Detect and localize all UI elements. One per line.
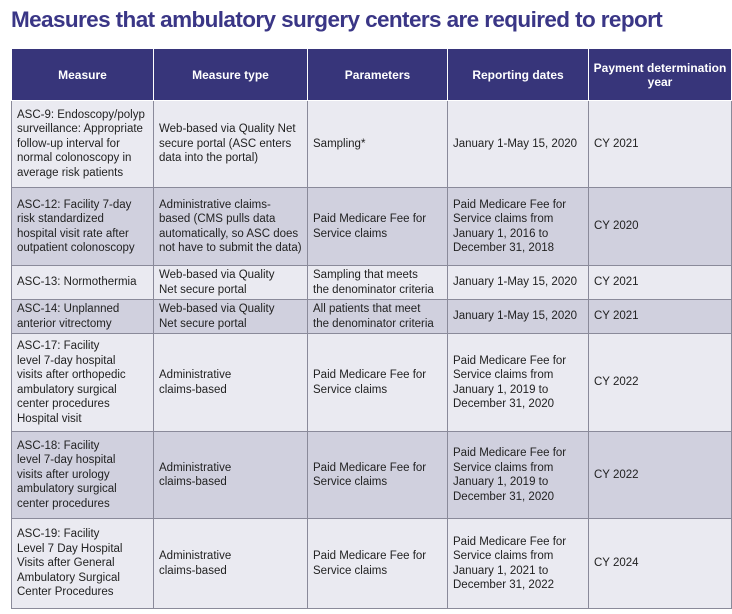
cell-text-line: January 1-May 15, 2020 bbox=[453, 276, 578, 289]
cell-text-line: risk standardized bbox=[17, 213, 104, 225]
cell-measure-type bbox=[154, 300, 308, 334]
cell-text-line: ASC-12: Facility 7-day bbox=[17, 198, 132, 211]
measures-table bbox=[11, 48, 732, 609]
cell-text-line: Web-based via Quality bbox=[159, 303, 275, 315]
cell-payment-year bbox=[589, 188, 732, 266]
cell-text-line: December 31, 2020 bbox=[453, 490, 555, 503]
table-header-row bbox=[12, 49, 732, 101]
measures-table-container bbox=[11, 48, 732, 609]
cell-text-line: Center Procedures bbox=[17, 586, 114, 599]
cell-text-line: ASC-19: Facility bbox=[17, 528, 100, 541]
table-row bbox=[12, 334, 732, 432]
cell-measure bbox=[12, 188, 154, 266]
cell-text-line: based (CMS pulls data bbox=[159, 213, 276, 225]
cell-text-line: CY 2020 bbox=[594, 220, 639, 233]
cell-text-line: ASC-13: Normothermia bbox=[17, 276, 137, 289]
cell-text-line: the denominator criteria bbox=[313, 283, 434, 296]
cell-measure bbox=[12, 432, 154, 519]
cell-text-line: Paid Medicare Fee for bbox=[313, 369, 427, 381]
cell-parameters bbox=[308, 188, 448, 266]
table-row bbox=[12, 101, 732, 188]
cell-parameters bbox=[308, 300, 448, 334]
cell-text-line: claims-based bbox=[159, 476, 227, 488]
cell-text-line: December 31, 2020 bbox=[453, 398, 555, 410]
cell-text-line: not have to submit the data) bbox=[159, 242, 302, 254]
cell-text-line: the denominator criteria bbox=[313, 317, 434, 330]
cell-reporting-dates bbox=[448, 101, 589, 188]
table-row bbox=[12, 188, 732, 266]
cell-measure bbox=[12, 300, 154, 334]
table-row bbox=[12, 519, 732, 609]
cell-text-line: Web-based via Quality bbox=[159, 269, 275, 281]
cell-parameters bbox=[308, 101, 448, 188]
cell-payment-year bbox=[589, 101, 732, 188]
cell-measure bbox=[12, 334, 154, 432]
cell-text-line: Hospital visit bbox=[17, 412, 82, 425]
table-body bbox=[12, 101, 732, 609]
cell-parameters bbox=[308, 266, 448, 300]
header-reporting-dates: Reporting dates bbox=[448, 49, 589, 101]
cell-text-line: Service claims from bbox=[453, 213, 554, 225]
cell-parameters bbox=[308, 334, 448, 432]
cell-text-line: Sampling* bbox=[313, 137, 366, 150]
cell-payment-year bbox=[589, 300, 732, 334]
cell-reporting-dates bbox=[448, 519, 589, 609]
cell-measure bbox=[12, 519, 154, 609]
cell-text-line: January 1, 2019 to bbox=[453, 476, 549, 488]
cell-text-line: level 7-day hospital bbox=[17, 354, 116, 367]
cell-text-line: surveillance: Appropriate bbox=[17, 123, 143, 136]
cell-measure-type bbox=[154, 188, 308, 266]
cell-payment-year bbox=[589, 432, 732, 519]
header-measure-type: Measure type bbox=[154, 49, 308, 101]
cell-payment-year bbox=[589, 519, 732, 609]
cell-reporting-dates bbox=[448, 300, 589, 334]
cell-text-line: Visits after General bbox=[17, 557, 115, 570]
cell-text-line: data into the portal) bbox=[159, 152, 259, 165]
cell-text-line: CY 2022 bbox=[594, 376, 639, 389]
cell-measure bbox=[12, 266, 154, 300]
cell-text-line: January 1, 2016 to bbox=[453, 227, 549, 240]
cell-text-line: January 1-May 15, 2020 bbox=[453, 137, 578, 150]
cell-text-line: CY 2024 bbox=[594, 557, 639, 570]
cell-text-line: CY 2022 bbox=[594, 468, 639, 481]
cell-text-line: visits after urology bbox=[17, 468, 110, 481]
cell-parameters bbox=[308, 519, 448, 609]
cell-text-line: hospital visit rate after bbox=[17, 227, 129, 240]
header-measure: Measure bbox=[12, 49, 154, 101]
cell-text-line: CY 2021 bbox=[594, 137, 639, 150]
cell-payment-year bbox=[589, 334, 732, 432]
cell-text-line: Service claims bbox=[313, 564, 388, 577]
cell-text-line: CY 2021 bbox=[594, 276, 639, 289]
cell-text-line: outpatient colonoscopy bbox=[17, 242, 135, 254]
cell-reporting-dates bbox=[448, 334, 589, 432]
cell-text-line: level 7-day hospital bbox=[17, 454, 116, 467]
cell-text-line: claims-based bbox=[159, 564, 227, 577]
cell-measure bbox=[12, 101, 154, 188]
cell-text-line: Service claims bbox=[313, 227, 388, 240]
cell-text-line: Net secure portal bbox=[159, 317, 247, 330]
cell-text-line: Service claims from bbox=[453, 461, 554, 474]
cell-text-line: January 1, 2019 to bbox=[453, 383, 549, 396]
cell-text-line: Service claims from bbox=[453, 369, 554, 381]
cell-text-line: Net secure portal bbox=[159, 283, 247, 296]
cell-text-line: All patients that meet bbox=[313, 303, 421, 315]
cell-text-line: ambulatory surgical bbox=[17, 383, 117, 396]
cell-text-line: Service claims from bbox=[453, 550, 554, 562]
cell-measure-type bbox=[154, 432, 308, 519]
cell-text-line: average risk patients bbox=[17, 166, 124, 179]
cell-text-line: ASC-14: Unplanned bbox=[17, 303, 120, 315]
cell-text-line: January 1-May 15, 2020 bbox=[453, 310, 578, 323]
header-parameters: Parameters bbox=[308, 49, 448, 101]
cell-text-line: anterior vitrectomy bbox=[17, 317, 112, 330]
cell-text-line: CY 2021 bbox=[594, 310, 639, 323]
cell-payment-year bbox=[589, 266, 732, 300]
cell-text-line: December 31, 2022 bbox=[453, 579, 555, 591]
table-row bbox=[12, 300, 732, 334]
cell-text-line: automatically, so ASC does bbox=[159, 227, 299, 240]
cell-text-line: Administrative claims- bbox=[159, 198, 271, 211]
cell-text-line: visits after orthopedic bbox=[17, 369, 126, 381]
cell-text-line: Sampling that meets bbox=[313, 269, 418, 281]
cell-reporting-dates bbox=[448, 188, 589, 266]
page-title: Measures that ambulatory surgery centers are required to report bbox=[11, 7, 663, 32]
cell-text-line: Paid Medicare Fee for bbox=[313, 461, 427, 474]
cell-text-line: December 31, 2018 bbox=[453, 242, 555, 254]
cell-reporting-dates bbox=[448, 266, 589, 300]
cell-measure-type bbox=[154, 101, 308, 188]
cell-text-line: Service claims bbox=[313, 383, 388, 396]
cell-text-line: Administrative bbox=[159, 550, 232, 562]
cell-parameters bbox=[308, 432, 448, 519]
cell-text-line: Paid Medicare Fee for bbox=[453, 354, 567, 367]
cell-text-line: Web-based via Quality Net bbox=[159, 123, 296, 136]
cell-text-line: Administrative bbox=[159, 461, 232, 474]
cell-measure-type bbox=[154, 334, 308, 432]
cell-text-line: Level 7 Day Hospital bbox=[17, 542, 123, 555]
table-row bbox=[12, 266, 732, 300]
cell-text-line: claims-based bbox=[159, 383, 227, 396]
cell-text-line: Paid Medicare Fee for bbox=[313, 550, 427, 562]
cell-text-line: Ambulatory Surgical bbox=[17, 571, 120, 584]
cell-text-line: secure portal (ASC enters bbox=[159, 137, 292, 150]
cell-measure-type bbox=[154, 266, 308, 300]
cell-text-line: normal colonoscopy in bbox=[17, 152, 132, 165]
cell-text-line: Paid Medicare Fee for bbox=[313, 213, 427, 225]
cell-reporting-dates bbox=[448, 432, 589, 519]
header-payment-determination-year: Payment determination year bbox=[589, 49, 732, 101]
cell-text-line: center procedures bbox=[17, 497, 110, 510]
cell-text-line: Administrative bbox=[159, 369, 232, 381]
cell-text-line: center procedures bbox=[17, 398, 110, 410]
cell-measure-type bbox=[154, 519, 308, 609]
cell-text-line: Paid Medicare Fee for bbox=[453, 535, 567, 548]
cell-text-line: ASC-18: Facility bbox=[17, 439, 100, 452]
table-row bbox=[12, 432, 732, 519]
cell-text-line: follow-up interval for bbox=[17, 137, 120, 150]
cell-text-line: ambulatory surgical bbox=[17, 483, 117, 496]
cell-text-line: ASC-9: Endoscopy/polyp bbox=[17, 108, 145, 121]
cell-text-line: Service claims bbox=[313, 476, 388, 488]
cell-text-line: ASC-17: Facility bbox=[17, 340, 100, 352]
cell-text-line: Paid Medicare Fee for bbox=[453, 447, 567, 459]
cell-text-line: Paid Medicare Fee for bbox=[453, 198, 567, 211]
cell-text-line: January 1, 2021 to bbox=[453, 564, 549, 577]
